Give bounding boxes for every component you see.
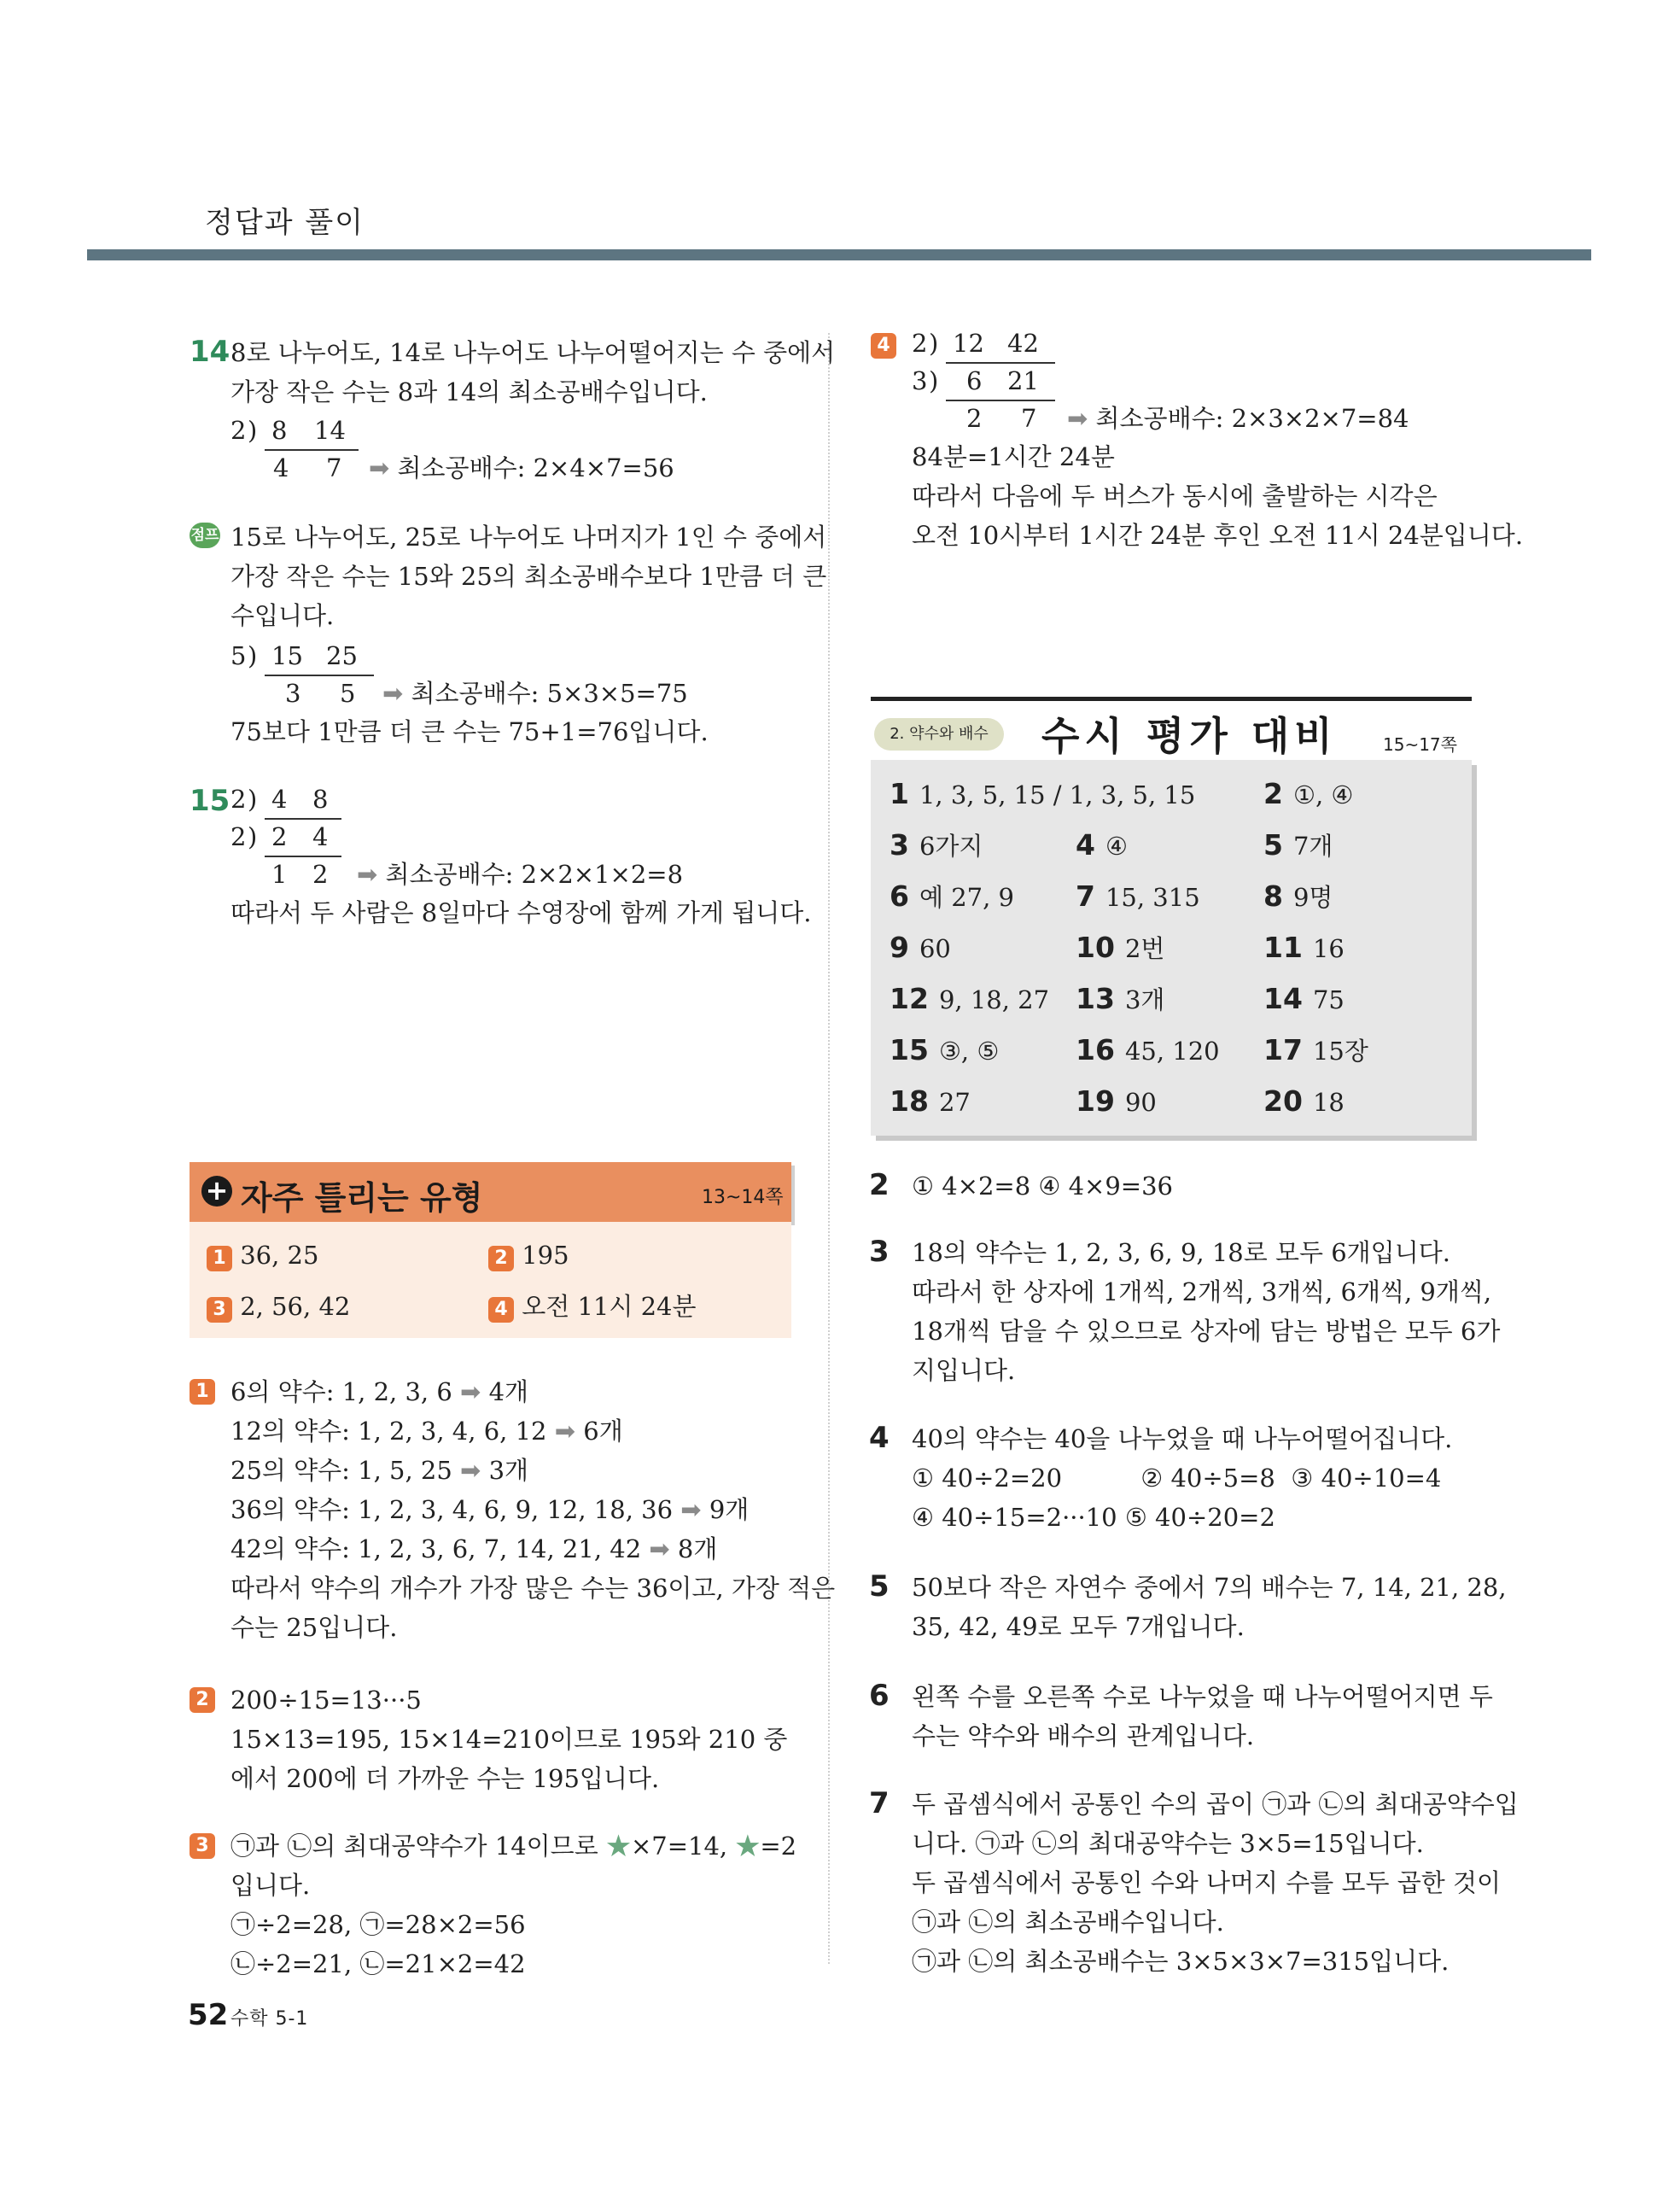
frequent-item-1-value: 36, 25 — [240, 1241, 319, 1270]
answer-3-value: 6가지 — [919, 832, 983, 861]
answer-2-num: 2 — [1263, 777, 1283, 810]
solution-number-6: 6 — [869, 1679, 890, 1713]
answer-15-num: 15 — [890, 1033, 929, 1066]
e4-a2: 6 — [966, 366, 983, 395]
e1-line-4 — [230, 1490, 749, 1529]
solution-number-4: 4 — [869, 1421, 890, 1455]
solution-number-3: 3 — [869, 1235, 890, 1269]
answer-12-value: 9, 18, 27 — [938, 985, 1050, 1014]
e1-badge — [190, 1379, 215, 1405]
answer-17-value: 15장 — [1312, 1037, 1368, 1066]
footer-subject: 수학 5-1 — [230, 2008, 309, 2030]
answer-20-value: 18 — [1312, 1088, 1345, 1117]
answer-19 — [1076, 1084, 1157, 1119]
q14-ladder-division — [230, 413, 384, 490]
answer-18 — [890, 1084, 971, 1119]
answer-13-num: 13 — [1076, 982, 1115, 1015]
answer-4-value: ④ — [1105, 832, 1128, 861]
jump-qa: 3 — [285, 679, 301, 708]
column-divider — [828, 333, 830, 1964]
s6-line-1: 왼쪽 수를 오른쪽 수로 나누었을 때 나누어떨어지면 두 — [912, 1682, 1493, 1711]
arrow-icon: ➡ — [680, 1495, 702, 1524]
s4-line-3: ④ 40÷15=2···10 ⑤ 40÷20=2 — [912, 1503, 1275, 1532]
e4-result-text: 최소공배수: 2×3×2×7=84 — [1095, 404, 1409, 433]
answer-17 — [1263, 1033, 1368, 1068]
jump-badge — [190, 523, 220, 548]
q15-qa: 1 — [271, 860, 288, 889]
answer-1-num: 1 — [890, 777, 909, 810]
assessment-pages: 15~17쪽 — [1383, 734, 1457, 755]
s7-line-4: ㉠과 ㉡의 최소공배수입니다. — [912, 1908, 1224, 1937]
s7-line-1: 두 곱셈식에서 공통인 수의 곱이 ㉠과 ㉡의 최대공약수입 — [912, 1790, 1519, 1819]
jump-qb: 5 — [340, 679, 356, 708]
answer-18-num: 18 — [890, 1084, 929, 1118]
s2-line-1: ① 4×2=8 ④ 4×9=36 — [912, 1171, 1174, 1201]
e3-line-4: ㉡÷2=21, ㉡=21×2=42 — [230, 1949, 526, 1978]
jump-badge-label: 점프 — [190, 523, 220, 548]
s7-line-2: 니다. ㉠과 ㉡의 최대공약수는 3×5=15입니다. — [912, 1829, 1424, 1858]
answer-20 — [1263, 1084, 1345, 1119]
e1-line-1-count: 4개 — [488, 1377, 529, 1406]
answer-11 — [1263, 931, 1345, 966]
item-badge-3: 3 — [207, 1297, 232, 1323]
frequent-item-2-value: 195 — [522, 1241, 569, 1270]
q14-a: 8 — [271, 416, 288, 445]
q15-a: 4 — [271, 785, 288, 814]
answer-19-num: 19 — [1076, 1084, 1115, 1118]
frequent-errors-title: 자주 틀리는 유형 — [241, 1179, 483, 1217]
e4-line-2: 따라서 다음에 두 버스가 동시에 출발하는 시각은 — [912, 482, 1438, 511]
e4-b: 42 — [1007, 329, 1039, 358]
header-bar — [87, 249, 1591, 260]
q15-d1: 2 — [230, 785, 247, 814]
answer-17-num: 17 — [1263, 1033, 1303, 1066]
e4-result — [1067, 399, 1409, 438]
e4-underline-2 — [946, 400, 1055, 401]
e4-bracket-2: ) — [929, 366, 939, 395]
e4-line-1: 84분=1시간 24분 — [912, 442, 1115, 471]
answer-4 — [1076, 828, 1128, 863]
frequent-item-2 — [488, 1236, 569, 1275]
answer-19-value: 90 — [1124, 1088, 1157, 1117]
e4-d1: 2 — [912, 329, 928, 358]
answer-11-num: 11 — [1263, 931, 1303, 964]
jump-a: 15 — [271, 641, 303, 670]
answer-13-value: 3개 — [1124, 985, 1165, 1014]
frequent-errors-header — [190, 1162, 791, 1222]
s5-line-1: 50보다 작은 자연수 중에서 7의 배수는 7, 14, 21, 28, — [912, 1573, 1507, 1602]
arrow-icon: ➡ — [369, 453, 390, 482]
jump-line-2: 가장 작은 수는 15와 25의 최소공배수보다 1만큼 더 큰 — [230, 562, 827, 591]
solution-number-5: 5 — [869, 1569, 890, 1604]
e4-line-3: 오전 10시부터 1시간 24분 후인 오전 11시 24분입니다. — [912, 521, 1524, 550]
q14-line-2: 가장 작은 수는 8과 14의 최소공배수입니다. — [230, 377, 708, 406]
e3-line-3: ㉠÷2=28, ㉠=28×2=56 — [230, 1910, 526, 1939]
q15-bracket-1: ) — [248, 785, 258, 814]
e4-bracket-1: ) — [929, 329, 939, 358]
q15-b2: 4 — [312, 822, 329, 851]
e1-line-2-count: 6개 — [583, 1417, 623, 1446]
e1-line-3-text: 25의 약수: 1, 5, 25 — [230, 1456, 452, 1485]
answer-3-num: 3 — [890, 828, 909, 862]
e4-badge — [871, 333, 896, 359]
solution-number-7: 7 — [869, 1786, 890, 1820]
arrow-icon: ➡ — [554, 1417, 576, 1446]
frequent-errors-pages: 13~14쪽 — [702, 1187, 784, 1208]
question-number-14: 14 — [190, 335, 230, 369]
e4-badge-label: 4 — [871, 333, 896, 359]
jump-result — [382, 674, 688, 713]
s4-line-2: ① 40÷2=20 ② 40÷5=8 ③ 40÷10=4 — [912, 1464, 1442, 1493]
s7-line-5: ㉠과 ㉡의 최소공배수는 3×5×3×7=315입니다. — [912, 1947, 1450, 1976]
frequent-item-4 — [488, 1287, 697, 1326]
e1-conclusion-2: 수는 25입니다. — [230, 1613, 398, 1642]
arrow-icon: ➡ — [357, 860, 378, 889]
arrow-icon: ➡ — [382, 679, 404, 708]
arrow-icon: ➡ — [460, 1456, 481, 1485]
star-icon: ★ — [605, 1832, 631, 1861]
q14-line-1: 8로 나누어도, 14로 나누어도 나누어떨어지는 수 중에서 — [230, 338, 836, 367]
e1-line-5 — [230, 1529, 717, 1569]
q14-result — [369, 448, 674, 488]
s6-line-2: 수는 약수와 배수의 관계입니다. — [912, 1721, 1255, 1750]
jump-underline — [265, 675, 374, 676]
answer-6 — [890, 879, 1014, 914]
arrow-icon: ➡ — [649, 1534, 670, 1563]
q14-result-text: 최소공배수: 2×4×7=56 — [397, 453, 674, 482]
header-title: 정답과 풀이 — [205, 206, 365, 240]
answer-6-num: 6 — [890, 879, 909, 913]
answer-13 — [1076, 982, 1164, 1017]
jump-result-text: 최소공배수: 5×3×5=75 — [411, 679, 688, 708]
star-icon: ★ — [735, 1832, 761, 1861]
frequent-item-1 — [207, 1236, 318, 1275]
e3-line-2: 입니다. — [230, 1871, 311, 1900]
e3-line-1a: ㉠과 ㉡의 최대공약수가 14이므로 — [230, 1832, 606, 1861]
answer-14-value: 75 — [1312, 985, 1345, 1014]
e3-line-1 — [230, 1826, 796, 1866]
s3-line-3: 18개씩 담을 수 있으므로 상자에 담는 방법은 모두 6가 — [912, 1317, 1501, 1346]
frequent-item-3 — [207, 1287, 350, 1326]
s3-line-2: 따라서 한 상자에 1개씩, 2개씩, 3개씩, 6개씩, 9개씩, — [912, 1277, 1492, 1306]
arrow-icon: ➡ — [460, 1377, 481, 1406]
e1-line-3 — [230, 1451, 528, 1490]
q14-qb: 7 — [326, 453, 342, 482]
item-badge-1: 1 — [207, 1246, 232, 1271]
answer-10 — [1076, 931, 1164, 966]
q15-b: 8 — [312, 785, 329, 814]
answer-10-value: 2번 — [1124, 934, 1165, 963]
e1-line-4-text: 36의 약수: 1, 2, 3, 4, 6, 9, 12, 18, 36 — [230, 1495, 674, 1524]
jump-ladder-division — [230, 639, 404, 716]
jump-line-3: 수입니다. — [230, 601, 335, 630]
frequent-errors-body — [190, 1222, 791, 1338]
answer-6-value: 예 27, 9 — [919, 883, 1014, 912]
answer-15 — [890, 1033, 999, 1068]
answer-18-value: 27 — [938, 1088, 971, 1117]
e1-line-1 — [230, 1372, 528, 1411]
answer-16-num: 16 — [1076, 1033, 1115, 1066]
e1-line-4-count: 9개 — [709, 1495, 750, 1524]
item-badge-2: 2 — [488, 1246, 514, 1271]
e2-line-1: 200÷15=13···5 — [230, 1686, 422, 1715]
s3-line-1: 18의 약수는 1, 2, 3, 6, 9, 18로 모두 6개입니다. — [912, 1238, 1450, 1267]
answer-9-num: 9 — [890, 931, 909, 964]
e3-line-1b: ×7=14, — [630, 1832, 736, 1861]
arrow-icon: ➡ — [1067, 404, 1088, 433]
e3-badge — [190, 1833, 215, 1859]
assessment-panel — [871, 760, 1472, 1136]
answer-12-num: 12 — [890, 982, 929, 1015]
answer-1 — [890, 777, 1195, 812]
answer-7-num: 7 — [1076, 879, 1095, 913]
answer-8-value: 9명 — [1292, 883, 1333, 912]
e3-line-1c: =2 — [760, 1832, 797, 1861]
plus-icon: + — [201, 1176, 232, 1207]
answer-4-num: 4 — [1076, 828, 1095, 862]
e4-a: 12 — [953, 329, 984, 358]
e2-badge — [190, 1687, 215, 1713]
answer-3 — [890, 828, 983, 863]
answer-14-num: 14 — [1263, 982, 1303, 1015]
answer-5 — [1263, 828, 1333, 863]
answer-16-value: 45, 120 — [1124, 1037, 1220, 1066]
q15-bracket-2: ) — [248, 822, 258, 851]
s3-line-4: 지입니다. — [912, 1356, 1016, 1385]
e2-badge-label: 2 — [190, 1687, 215, 1713]
q15-result — [357, 855, 683, 894]
e1-line-2-text: 12의 약수: 1, 2, 3, 4, 6, 12 — [230, 1417, 547, 1446]
e4-d2: 3 — [912, 366, 928, 395]
assessment-title: 수시 평가 대비 — [1041, 713, 1338, 759]
assessment-chapter-chip: 2. 약수와 배수 — [874, 718, 1004, 751]
q15-qb: 2 — [312, 860, 329, 889]
answer-2-value: ①, ④ — [1292, 780, 1354, 809]
e4-ladder-division — [912, 326, 1082, 446]
answer-11-value: 16 — [1312, 934, 1345, 963]
e2-line-3: 에서 200에 더 가까운 수는 195입니다. — [230, 1764, 660, 1793]
q14-divisor: 2 — [230, 416, 247, 445]
question-number-15: 15 — [190, 784, 230, 818]
page-number: 52 — [188, 1998, 229, 2032]
q15-result-text: 최소공배수: 2×2×1×2=8 — [385, 860, 684, 889]
e3-badge-label: 3 — [190, 1833, 215, 1859]
answer-5-num: 5 — [1263, 828, 1283, 862]
item-badge-4: 4 — [488, 1297, 514, 1323]
answer-2 — [1263, 777, 1353, 812]
answer-8-num: 8 — [1263, 879, 1283, 913]
e1-line-1-text: 6의 약수: 1, 2, 3, 6 — [230, 1377, 452, 1406]
answer-7 — [1076, 879, 1200, 914]
jump-bracket: ) — [248, 641, 258, 670]
jump-divisor: 5 — [230, 641, 247, 670]
q14-b: 14 — [314, 416, 346, 445]
answer-9-value: 60 — [919, 934, 951, 963]
s4-line-1: 40의 약수는 40을 나누었을 때 나누어떨어집니다. — [912, 1424, 1453, 1453]
answer-15-value: ③, ⑤ — [938, 1037, 1000, 1066]
q15-a2: 2 — [271, 822, 288, 851]
answer-16 — [1076, 1033, 1220, 1068]
e1-badge-label: 1 — [190, 1379, 215, 1405]
e1-line-5-text: 42의 약수: 1, 2, 3, 6, 7, 14, 21, 42 — [230, 1534, 642, 1563]
answer-14 — [1263, 982, 1345, 1017]
frequent-item-3-value: 2, 56, 42 — [240, 1292, 351, 1321]
e1-line-3-count: 3개 — [488, 1456, 529, 1485]
solution-number-2: 2 — [869, 1168, 890, 1202]
e4-b2: 21 — [1007, 366, 1039, 395]
answer-20-num: 20 — [1263, 1084, 1303, 1118]
answer-12 — [890, 982, 1049, 1017]
assessment-top-rule — [871, 697, 1472, 701]
jump-conclusion: 75보다 1만큼 더 큰 수는 75+1=76입니다. — [230, 717, 709, 746]
answer-10-num: 10 — [1076, 931, 1115, 964]
q15-conclusion: 따라서 두 사람은 8일마다 수영장에 함께 가게 됩니다. — [230, 898, 812, 927]
e1-conclusion-1: 따라서 약수의 개수가 가장 많은 수는 36이고, 가장 적은 — [230, 1574, 836, 1603]
answer-8 — [1263, 879, 1333, 914]
answer-7-value: 15, 315 — [1105, 883, 1200, 912]
answer-9 — [890, 931, 951, 966]
q14-qa: 4 — [273, 453, 289, 482]
e2-line-2: 15×13=195, 15×14=210이므로 195와 210 중 — [230, 1725, 788, 1754]
jump-b: 25 — [326, 641, 358, 670]
e1-line-5-count: 8개 — [677, 1534, 718, 1563]
answer-5-value: 7개 — [1292, 832, 1333, 861]
s5-line-2: 35, 42, 49로 모두 7개입니다. — [912, 1612, 1245, 1641]
e4-qa: 2 — [966, 404, 983, 433]
jump-line-1: 15로 나누어도, 25로 나누어도 나머지가 1인 수 중에서 — [230, 523, 827, 552]
q14-bracket: ) — [248, 416, 258, 445]
e1-line-2 — [230, 1411, 623, 1451]
frequent-item-4-value: 오전 11시 24분 — [522, 1292, 697, 1321]
e4-qb: 7 — [1021, 404, 1037, 433]
s7-line-3: 두 곱셈식에서 공통인 수와 나머지 수를 모두 곱한 것이 — [912, 1868, 1502, 1897]
answer-1-value: 1, 3, 5, 15 / 1, 3, 5, 15 — [919, 780, 1196, 809]
q15-d2: 2 — [230, 822, 247, 851]
